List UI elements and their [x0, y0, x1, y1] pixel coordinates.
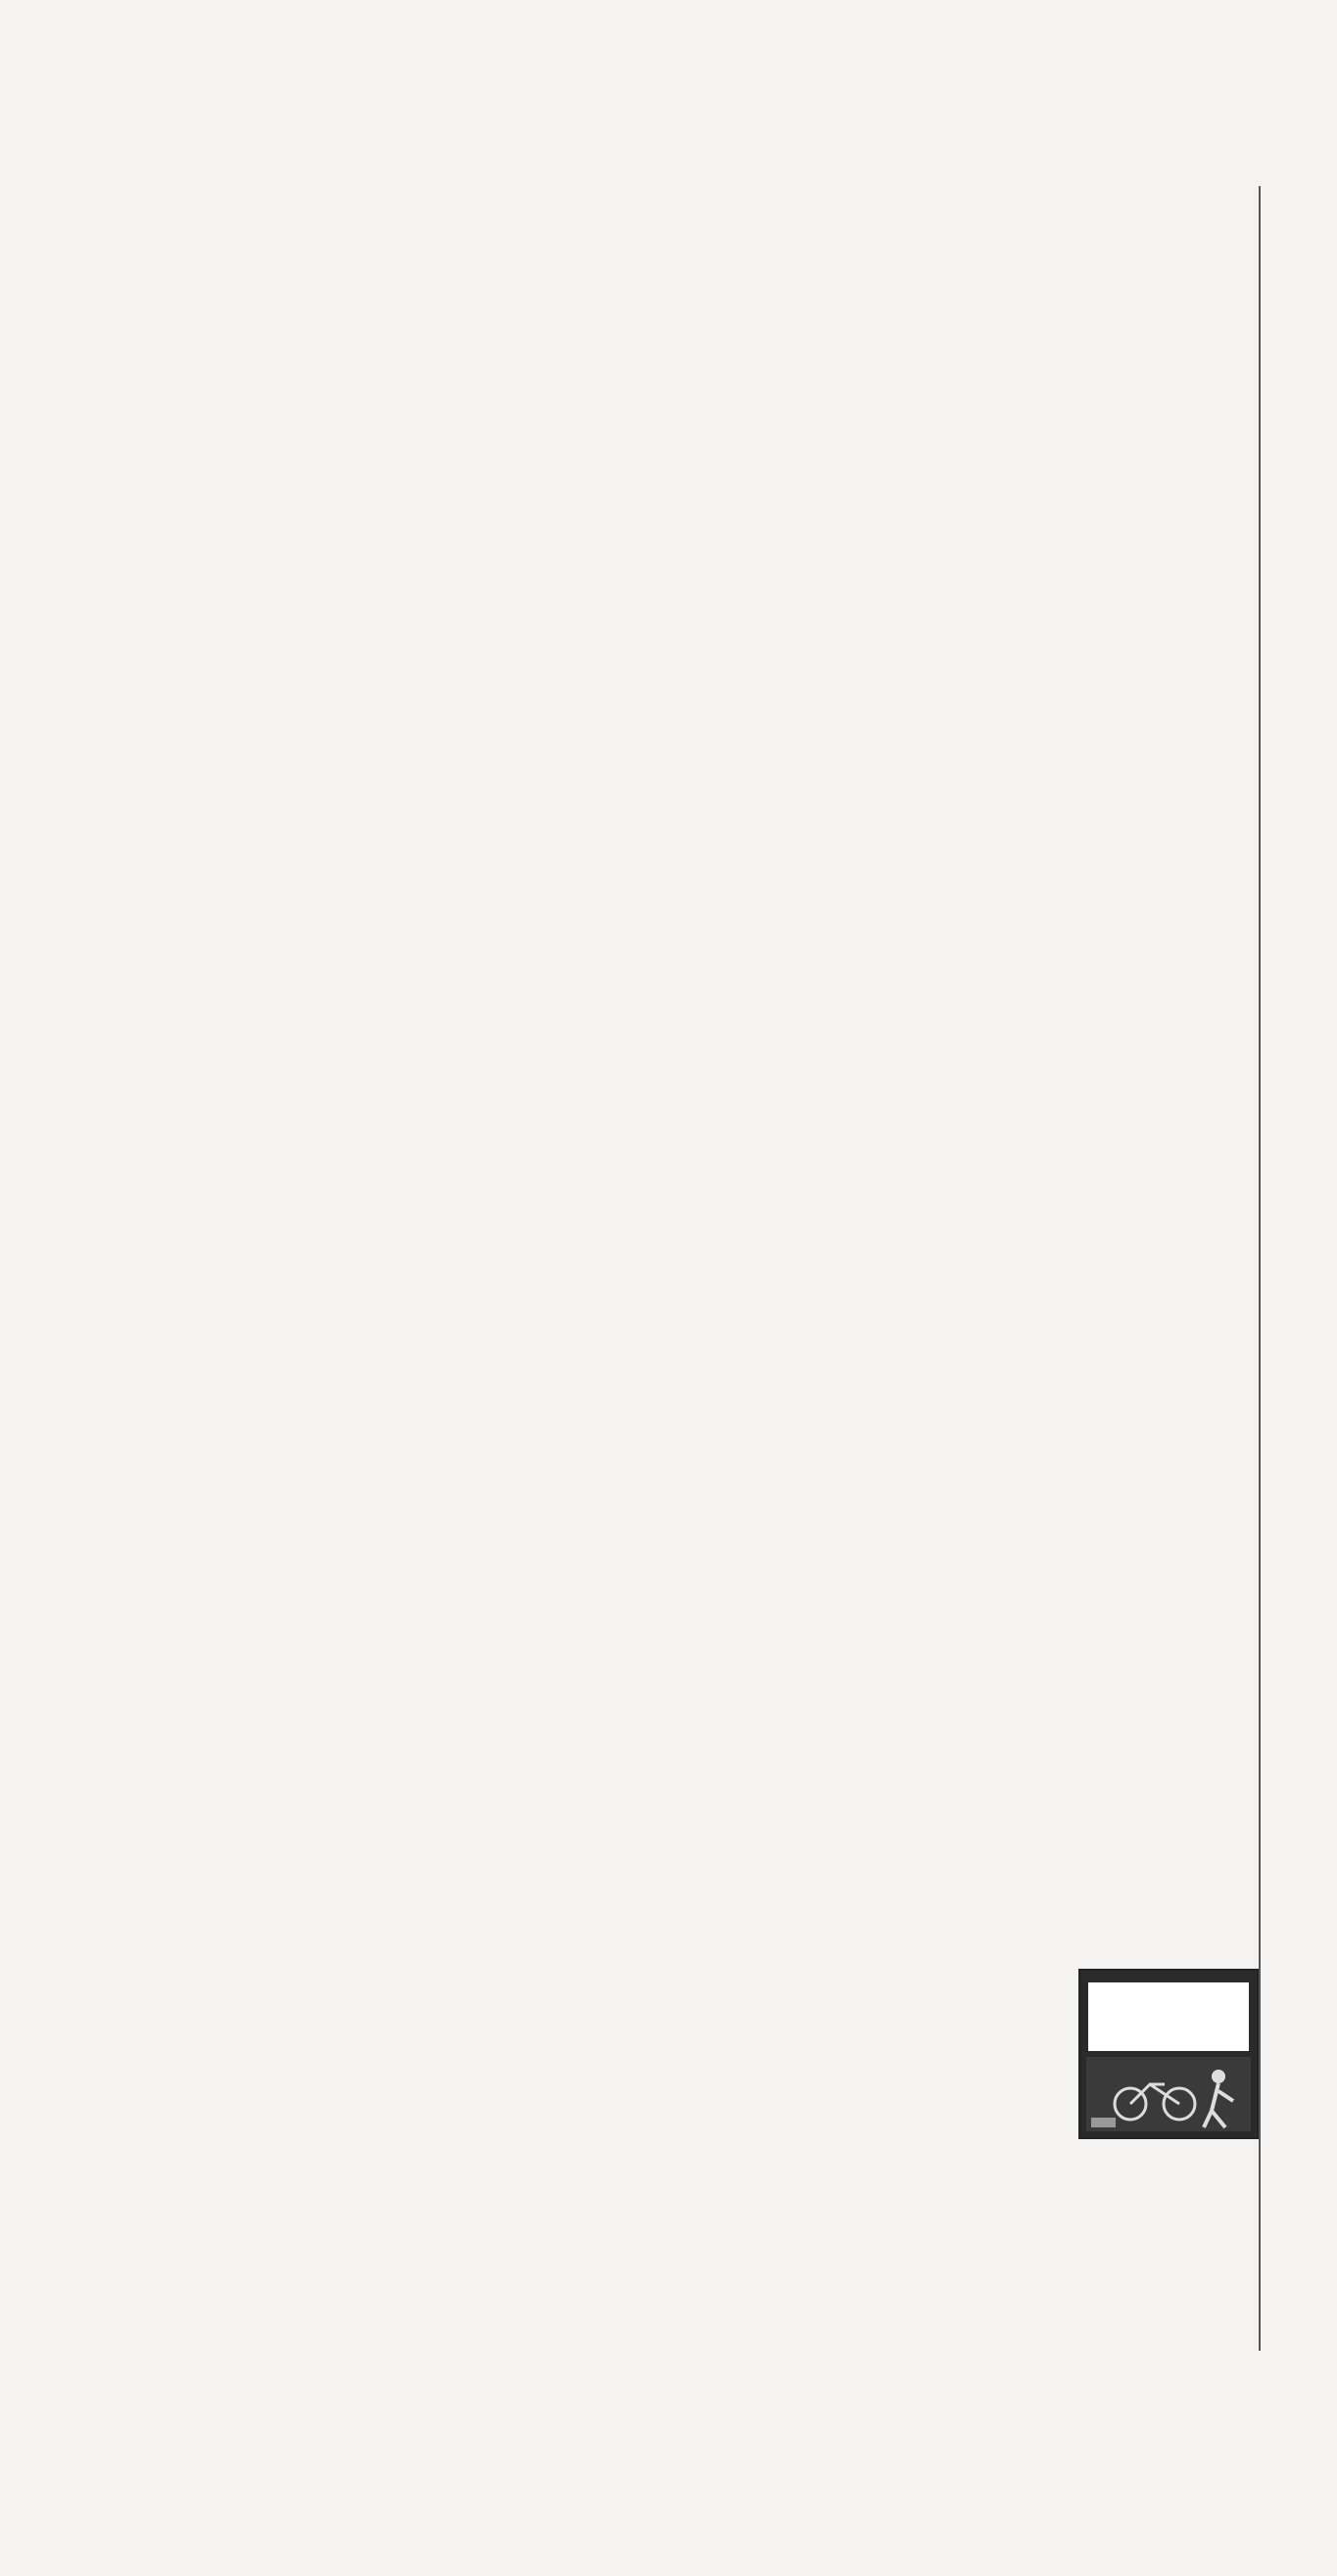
bicycle-illustration-icon [1086, 2057, 1251, 2131]
poster-header [1088, 1982, 1249, 2051]
bike-roll-poster-image [1078, 1969, 1259, 2139]
reading-passage [250, 1959, 1259, 2139]
margin-rule [1259, 186, 1261, 2351]
